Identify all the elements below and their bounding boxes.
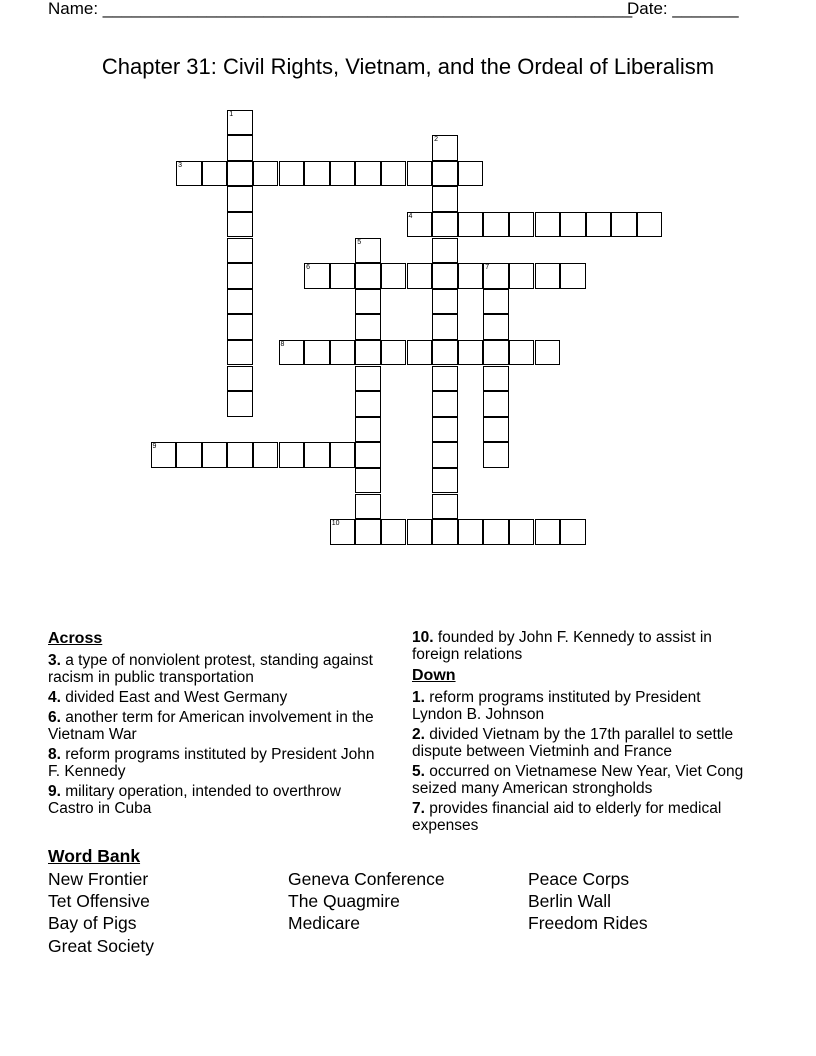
grid-cell[interactable]	[202, 161, 228, 187]
grid-cell[interactable]	[535, 263, 561, 289]
word-bank-item: Great Society	[48, 936, 155, 956]
grid-cell[interactable]	[227, 135, 253, 161]
clue-number: 10	[331, 520, 340, 528]
clue-number: 8	[280, 340, 285, 348]
grid-cell[interactable]	[458, 212, 484, 238]
date-field-label: Date: _______	[627, 0, 739, 18]
grid-cell[interactable]	[151, 442, 177, 468]
grid-cell[interactable]	[432, 263, 458, 289]
grid-cell[interactable]	[458, 161, 484, 187]
clue-across-3: 3. a type of nonviolent protest, standing against racism in public transportation	[48, 652, 373, 686]
grid-cell[interactable]	[432, 340, 458, 366]
grid-cell[interactable]	[227, 391, 253, 417]
grid-cell[interactable]	[330, 519, 356, 545]
clue-number: 9	[152, 443, 157, 451]
clue-number: 6	[306, 264, 310, 272]
grid-cell[interactable]	[304, 161, 330, 187]
clue-across-4: 4. divided East and West Germany	[48, 689, 288, 706]
grid-cell[interactable]	[432, 366, 458, 392]
grid-cell[interactable]	[432, 186, 458, 212]
grid-cell[interactable]	[304, 442, 330, 468]
grid-cell[interactable]	[483, 519, 509, 545]
grid-cell[interactable]	[560, 519, 586, 545]
across-clues-section	[48, 629, 388, 820]
word-bank-item: Peace Corps	[528, 869, 630, 889]
clue-across-9: 9. military operation, intended to overthrow Castro in Cuba	[48, 783, 341, 817]
grid-cell[interactable]	[355, 468, 381, 494]
grid-cell[interactable]	[407, 519, 433, 545]
grid-cell[interactable]	[432, 314, 458, 340]
grid-cell[interactable]	[458, 340, 484, 366]
grid-cell[interactable]	[509, 340, 535, 366]
clue-across-8: 8. reform programs instituted by President John F. Kennedy	[48, 746, 375, 780]
grid-cell[interactable]	[535, 340, 561, 366]
grid-cell[interactable]	[407, 212, 433, 238]
grid-cell[interactable]	[227, 212, 253, 238]
grid-cell[interactable]	[560, 212, 586, 238]
grid-cell[interactable]	[535, 212, 561, 238]
grid-cell[interactable]	[227, 238, 253, 264]
grid-cell[interactable]	[483, 391, 509, 417]
grid-cell[interactable]	[355, 238, 381, 264]
grid-cell[interactable]	[381, 263, 407, 289]
clue-number: 2	[434, 136, 438, 144]
clue-across-10: 10. founded by John F. Kennedy to assist in foreign relations	[412, 629, 712, 663]
grid-cell[interactable]	[304, 340, 330, 366]
grid-cell[interactable]	[509, 519, 535, 545]
clue-down-2: 2. divided Vietnam by the 17th parallel to settle dispute between Vietminh and France	[412, 726, 734, 760]
grid-cell[interactable]	[432, 238, 458, 264]
grid-cell[interactable]	[407, 263, 433, 289]
down-heading: Down	[412, 667, 456, 684]
grid-cell[interactable]	[253, 161, 279, 187]
grid-cell[interactable]	[509, 263, 535, 289]
across-heading: Across	[48, 630, 103, 647]
word-bank-item: The Quagmire	[288, 891, 400, 911]
word-bank-item: Medicare	[288, 913, 360, 933]
grid-cell[interactable]	[432, 494, 458, 520]
grid-cell[interactable]	[176, 161, 202, 187]
grid-cell[interactable]	[227, 289, 253, 315]
grid-cell[interactable]	[355, 391, 381, 417]
grid-cell[interactable]	[355, 417, 381, 443]
grid-cell[interactable]	[227, 161, 253, 187]
grid-cell[interactable]	[560, 263, 586, 289]
grid-cell[interactable]	[381, 519, 407, 545]
grid-cell[interactable]	[483, 340, 509, 366]
grid-cell[interactable]	[611, 212, 637, 238]
grid-cell[interactable]	[483, 314, 509, 340]
word-bank-item: Berlin Wall	[528, 891, 611, 911]
grid-cell[interactable]	[432, 468, 458, 494]
grid-cell[interactable]	[304, 263, 330, 289]
grid-cell[interactable]	[509, 212, 535, 238]
clue-number: 4	[408, 212, 413, 220]
word-bank-item: Tet Offensive	[48, 891, 150, 911]
clue-down-1: 1. reform programs instituted by President Lyndon B. Johnson	[412, 689, 701, 723]
grid-cell[interactable]	[355, 494, 381, 520]
clue-number: 3	[178, 161, 182, 169]
grid-cell[interactable]	[483, 289, 509, 315]
grid-cell[interactable]	[483, 366, 509, 392]
grid-cell[interactable]	[432, 212, 458, 238]
clue-across-6: 6. another term for American involvement in the Vietnam War	[48, 709, 374, 743]
page-title: Chapter 31: Civil Rights, Vietnam, and the Ordeal of Liberalism	[101, 54, 715, 79]
grid-cell[interactable]	[227, 110, 253, 136]
grid-cell[interactable]	[253, 442, 279, 468]
grid-cell[interactable]	[381, 161, 407, 187]
grid-cell[interactable]	[355, 340, 381, 366]
grid-cell[interactable]	[279, 340, 305, 366]
word-bank-item: Bay of Pigs	[48, 913, 137, 933]
grid-cell[interactable]	[355, 366, 381, 392]
clue-number: 1	[229, 110, 234, 118]
grid-cell[interactable]	[355, 442, 381, 468]
grid-cell[interactable]	[432, 442, 458, 468]
grid-cell[interactable]	[483, 442, 509, 468]
clue-number: 7	[485, 264, 490, 272]
grid-cell[interactable]	[483, 263, 509, 289]
grid-cell[interactable]	[330, 263, 356, 289]
grid-cell[interactable]	[535, 519, 561, 545]
name-field-label: Name: ________________________________________________________	[48, 0, 633, 18]
grid-cell[interactable]	[432, 391, 458, 417]
grid-cell[interactable]	[330, 340, 356, 366]
grid-cell[interactable]	[227, 186, 253, 212]
grid-cell[interactable]	[432, 417, 458, 443]
word-bank-heading: Word Bank	[48, 846, 141, 866]
grid-cell[interactable]	[381, 340, 407, 366]
grid-cell[interactable]	[227, 366, 253, 392]
grid-cell[interactable]	[227, 314, 253, 340]
word-bank-item: Geneva Conference	[288, 869, 445, 889]
grid-cell[interactable]	[432, 289, 458, 315]
grid-cell[interactable]	[176, 442, 202, 468]
grid-cell[interactable]	[586, 212, 612, 238]
grid-cell[interactable]	[483, 212, 509, 238]
grid-cell[interactable]	[432, 161, 458, 187]
grid-cell[interactable]	[279, 161, 305, 187]
grid-cell[interactable]	[279, 442, 305, 468]
grid-cell[interactable]	[432, 519, 458, 545]
grid-cell[interactable]	[458, 263, 484, 289]
grid-cell[interactable]	[483, 417, 509, 443]
clue-down-7: 7. provides financial aid to elderly for medical expenses	[412, 800, 722, 834]
grid-cell[interactable]	[458, 519, 484, 545]
word-bank-item: Freedom Rides	[528, 913, 648, 933]
grid-cell[interactable]	[432, 135, 458, 161]
clue-number: 5	[357, 238, 362, 246]
clue-down-5: 5. occurred on Vietnamese New Year, Viet Cong seized many American strongholds	[412, 763, 744, 797]
grid-cell[interactable]	[407, 340, 433, 366]
grid-cell[interactable]	[637, 212, 663, 238]
grid-cell[interactable]	[355, 519, 381, 545]
word-bank-item: New Frontier	[48, 869, 149, 889]
grid-cell[interactable]	[227, 263, 253, 289]
grid-cell[interactable]	[227, 340, 253, 366]
grid-cell[interactable]	[227, 442, 253, 468]
grid-cell[interactable]	[330, 161, 356, 187]
clues-right-column	[412, 629, 752, 837]
grid-cell[interactable]	[355, 263, 381, 289]
grid-cell[interactable]	[355, 289, 381, 315]
grid-cell[interactable]	[407, 161, 433, 187]
grid-cell[interactable]	[330, 442, 356, 468]
grid-cell[interactable]	[355, 314, 381, 340]
grid-cell[interactable]	[202, 442, 228, 468]
grid-cell[interactable]	[355, 161, 381, 187]
